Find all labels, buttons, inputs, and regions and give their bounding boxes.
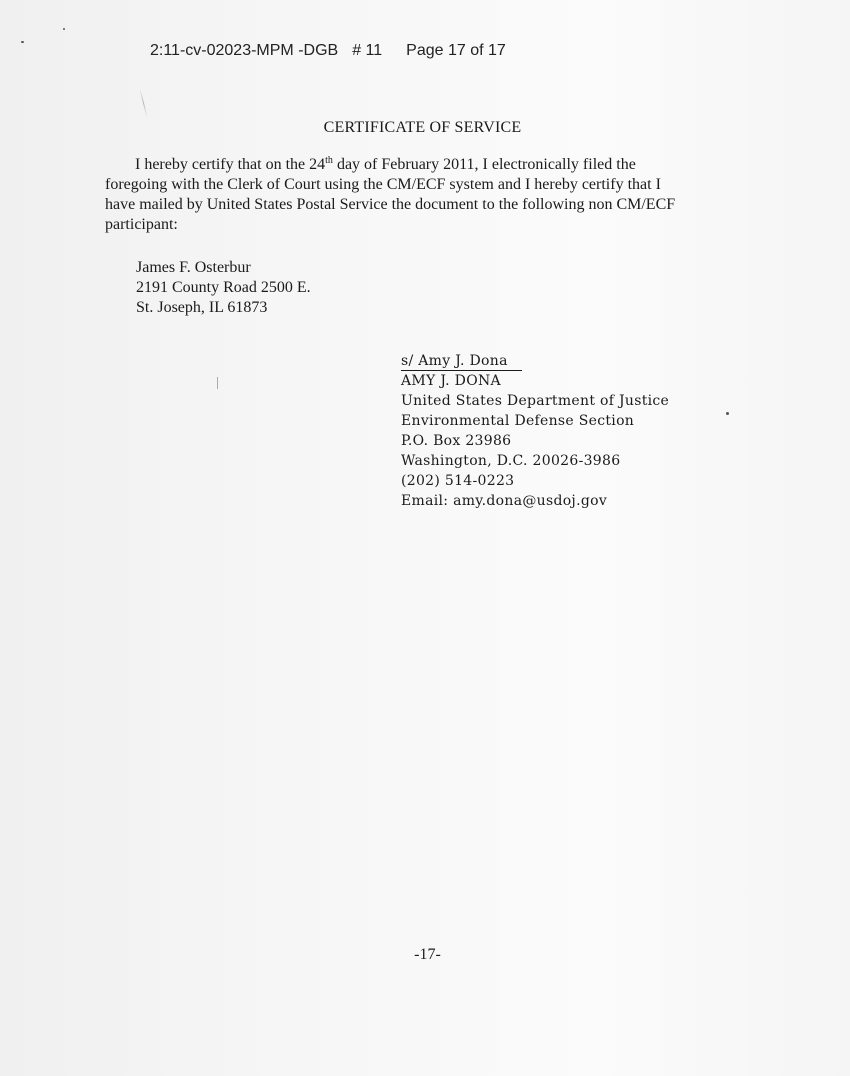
signer-department: United States Department of Justice: [401, 393, 670, 409]
signer-po-box: P.O. Box 23986: [401, 433, 512, 449]
recipient-city: St. Joseph, IL 61873: [136, 299, 268, 316]
body-line: participant:: [105, 216, 178, 233]
scan-speck: [21, 41, 24, 43]
body-line: have mailed by United States Postal Service the document to the following non CM/ECF: [105, 196, 676, 213]
signer-email: Email: amy.dona@usdoj.gov: [401, 493, 608, 509]
signer-city: Washington, D.C. 20026-3986: [401, 453, 621, 469]
case-number: 2:11-cv-02023-MPM -DGB: [150, 42, 339, 59]
body-line: I hereby certify that on the 24th day of February 2011, I electronically filed the: [135, 155, 636, 173]
signer-name: AMY J. DONA: [401, 373, 501, 389]
page-number: -17-: [414, 946, 441, 963]
signer-phone: (202) 514-0223: [401, 473, 515, 489]
scan-fold-mark: [139, 88, 147, 117]
filing-header: [150, 42, 506, 60]
recipient-name: James F. Osterbur: [136, 259, 251, 276]
ordinal-suffix: th: [325, 155, 333, 166]
certificate-title: CERTIFICATE OF SERVICE: [323, 119, 522, 136]
signature-block: [401, 351, 669, 511]
recipient-street: 2191 County Road 2500 E.: [136, 279, 311, 296]
page-indicator: Page 17 of 17: [406, 42, 506, 59]
scan-speck: [217, 377, 218, 389]
scan-speck: [63, 28, 65, 30]
electronic-signature: s/ Amy J. Dona: [401, 353, 522, 371]
recipient-address: [136, 258, 311, 318]
scan-speck: [726, 412, 729, 415]
certificate-body: [105, 155, 755, 235]
signer-section: Environmental Defense Section: [401, 413, 635, 429]
body-line: foregoing with the Clerk of Court using the CM/ECF system and I hereby certify that I: [105, 176, 661, 193]
document-number: # 11: [352, 42, 383, 59]
